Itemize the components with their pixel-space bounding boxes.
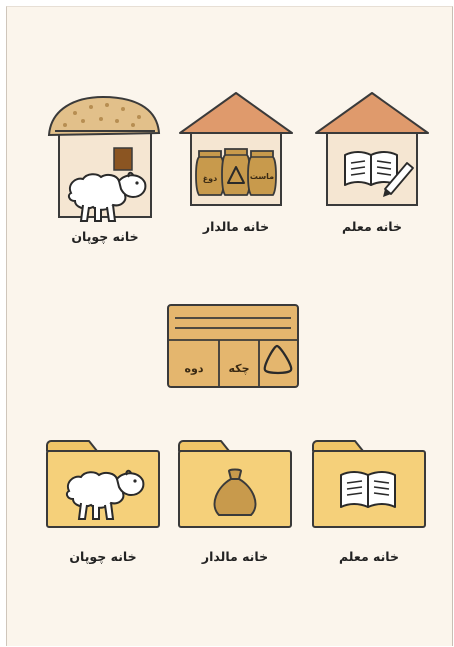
card-cell-middle: چکه bbox=[228, 362, 250, 375]
livestock-owner-house-label: خانه مالدار bbox=[202, 219, 270, 234]
storage-house-icon bbox=[177, 89, 295, 239]
livestock-owner-house[interactable] bbox=[177, 89, 295, 239]
shepherd-house[interactable] bbox=[45, 93, 165, 253]
shepherd-folder[interactable] bbox=[45, 439, 161, 569]
sack-icon bbox=[222, 149, 250, 195]
shepherd-folder-label: خانه چوپان bbox=[69, 549, 137, 564]
ledger-card-icon bbox=[167, 304, 299, 388]
teacher-house-label: خانه معلم bbox=[341, 219, 403, 234]
sack-icon bbox=[196, 151, 224, 195]
teacher-folder[interactable] bbox=[311, 439, 427, 569]
canvas bbox=[6, 6, 453, 646]
livestock-owner-folder[interactable] bbox=[177, 439, 293, 569]
shepherd-house-label: خانه چوپان bbox=[71, 229, 139, 244]
teacher-folder-label: خانه معلم bbox=[338, 549, 400, 564]
sack-icon bbox=[248, 151, 276, 195]
teacher-house-icon bbox=[313, 89, 431, 239]
teacher-house[interactable] bbox=[313, 89, 431, 239]
card-cell-left: دوه bbox=[184, 362, 204, 375]
folder-icon bbox=[45, 439, 161, 529]
folder-icon bbox=[177, 439, 293, 529]
book-icon bbox=[345, 152, 397, 185]
svg-text:ماست: ماست bbox=[249, 172, 275, 181]
book-icon bbox=[341, 472, 395, 507]
livestock-owner-folder-label: خانه مالدار bbox=[201, 549, 269, 564]
folder-icon bbox=[311, 439, 427, 529]
svg-text:دوغ: دوغ bbox=[202, 174, 218, 183]
storage-card[interactable] bbox=[167, 304, 299, 388]
